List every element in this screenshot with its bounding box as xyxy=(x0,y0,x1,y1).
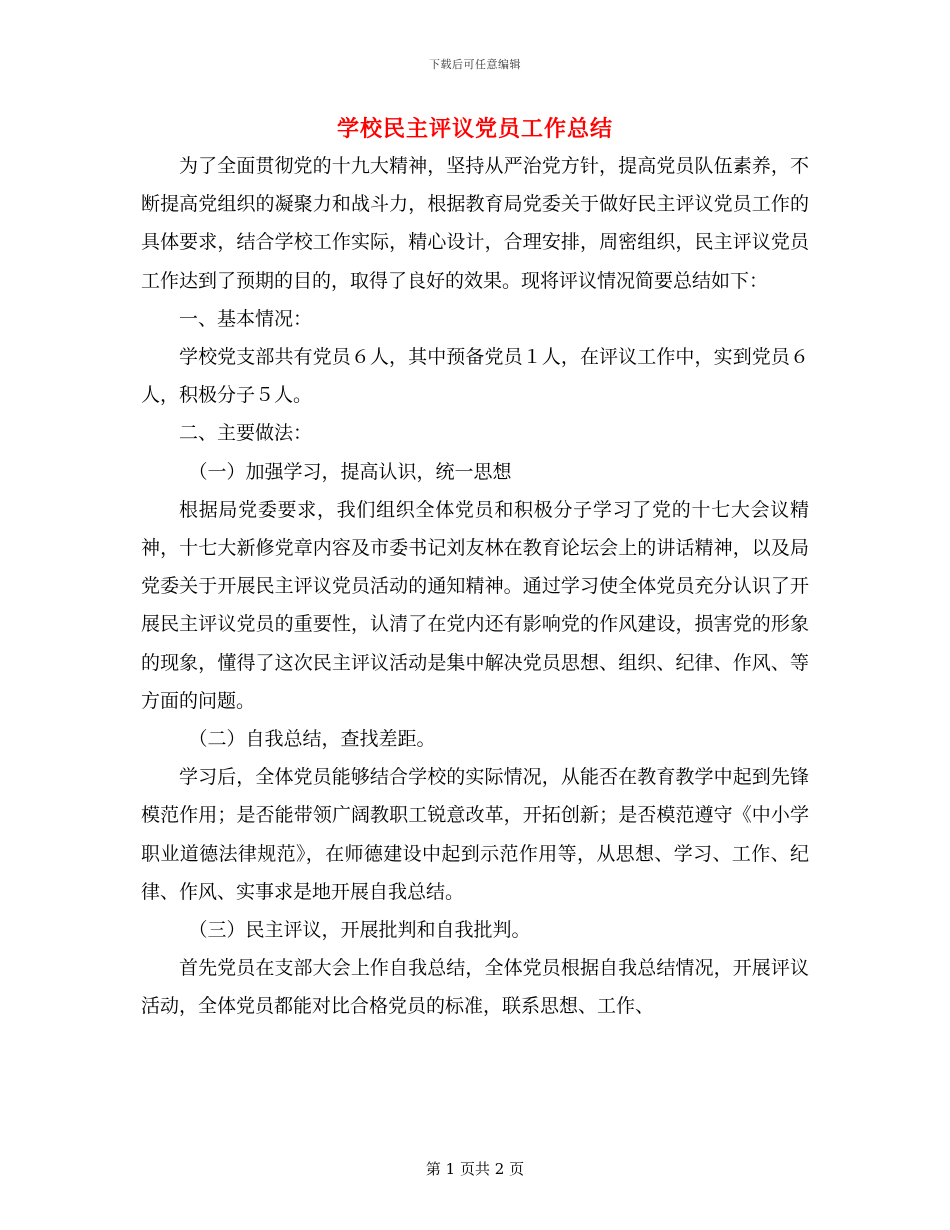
paragraph-study: 根据局党委要求，我们组织全体党员和积极分子学习了党的十七大会议精神，十七大新修党章内容及市委书记刘友林在教育论坛会上的讲话精神，以及局党委关于开展民主评议党员活动的通知精神。通过学习使全体党员充分认识了开展民主评议党员的重要性，认清了在党内还有影响党的作风建设，损害党的形象的现象，懂得了这次民主评议活动是集中解决党员思想、组织、纪律、作风、等方面的问题。 xyxy=(141,498,809,712)
paragraph-self-summary: 学习后，全体党员能够结合学校的实际情况，从能否在教育教学中起到先锋模范作用；是否能带领广阔教职工锐意改革，开拓创新；是否模范遵守《中小学职业道德法律规范》，在师德建设中起到示范作用等，从思想、学习、工作、纪律、作风、实事求是地开展自我总结。 xyxy=(141,766,809,903)
subheading-evaluation: （三）民主评议，开展批判和自我批判。 xyxy=(188,919,531,942)
document-title: 学校民主评议党员工作总结 xyxy=(336,116,613,142)
page-header-note: 下载后可任意编辑 xyxy=(429,58,521,71)
section-heading-basic: 一、基本情况： xyxy=(179,307,313,330)
page-number: 第 1 页共 2 页 xyxy=(425,1160,525,1178)
document-body xyxy=(141,147,809,1026)
paragraph-evaluation: 首先党员在支部大会上作自我总结，全体党员根据自我总结情况，开展评议活动，全体党员都能对比合格党员的标准，联系思想、工作、 xyxy=(141,957,809,1018)
paragraph-intro: 为了全面贯彻党的十九大精神，坚持从严治党方针，提高党员队伍素养，不断提高党组织的凝聚力和战斗力，根据教育局党委关于做好民主评议党员工作的具体要求，结合学校工作实际，精心设计，合理安排，周密组织，民主评议党员工作达到了预期的目的，取得了良好的效果。现将评议情况简要总结如下： xyxy=(141,155,809,292)
section-heading-methods: 二、主要做法： xyxy=(179,422,313,445)
subheading-study: （一）加强学习，提高认识，统一思想 xyxy=(188,460,512,483)
paragraph-basic-info: 学校党支部共有党员６人，其中预备党员１人，在评议工作中，实到党员６人，积极分子５人。 xyxy=(141,346,809,407)
subheading-self-summary: （二）自我总结，查找差距。 xyxy=(188,728,436,751)
